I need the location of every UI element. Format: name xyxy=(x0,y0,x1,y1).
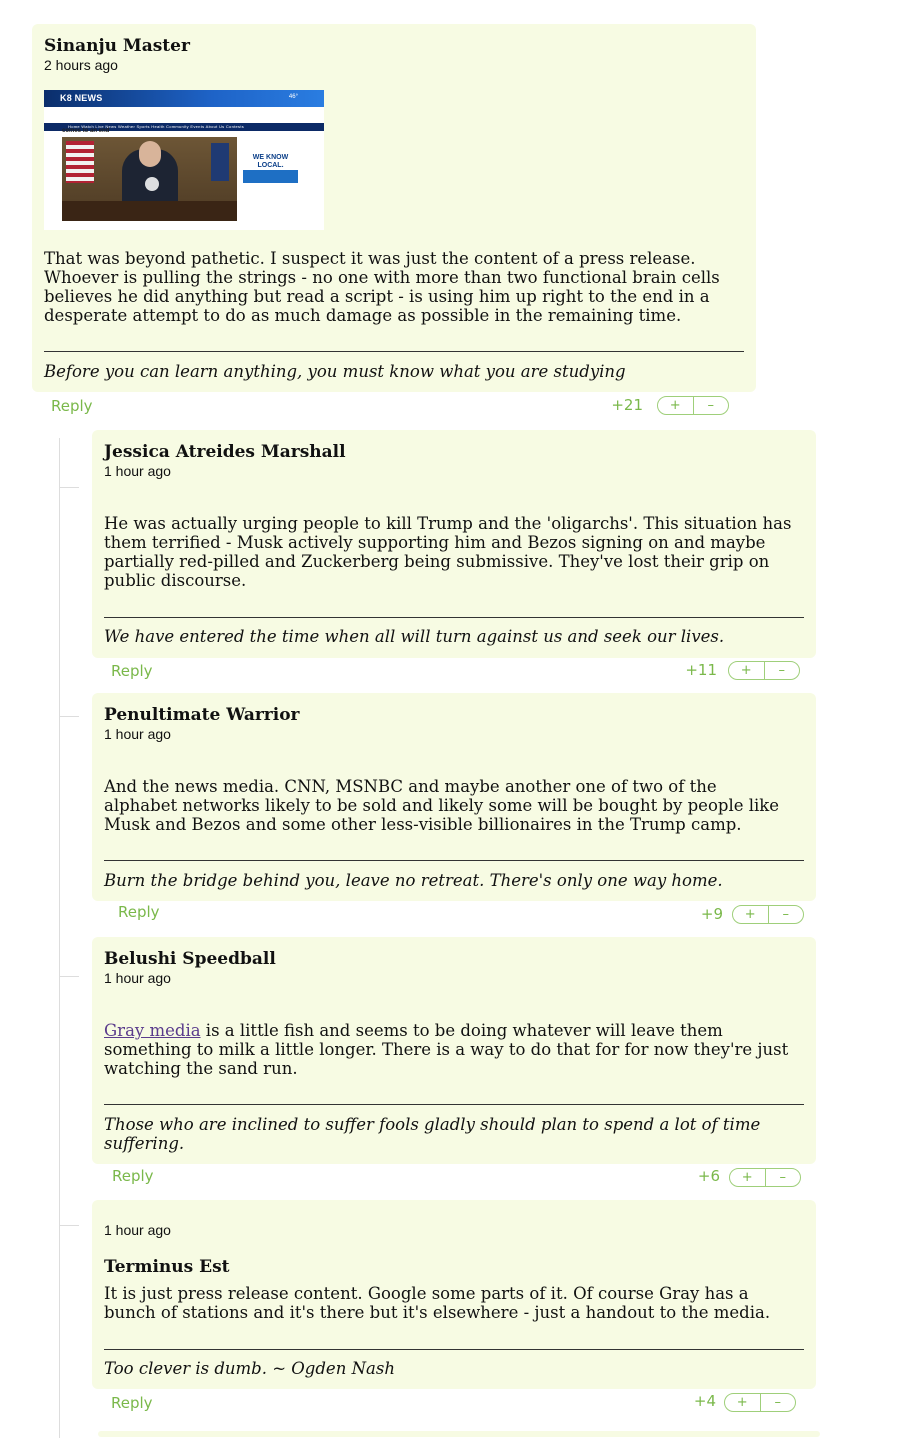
thread-connector xyxy=(59,976,79,977)
comment-signature: Too clever is dumb. ~ Ogden Nash xyxy=(104,1359,395,1378)
comment-body: That was beyond pathetic. I suspect it was just the content of a press release. Whoever is pulling the strings - no one with more than two functional brain cells believes he did anything but read a script - is using him up right to the end in a desperate attempt to do as much damage as possible in the remaining time. xyxy=(44,249,720,325)
comment-body: It is just press release content. Google some parts of it. Of course Gray has a bunch of stations and it's there but it's elsewhere - just a handout to the media. xyxy=(104,1284,771,1322)
upvote-button[interactable]: + xyxy=(744,907,756,922)
comment-body: And the news media. CNN, MSNBC and maybe another one of two of the alphabet networks likely to be sold and likely some will be bought by people like Musk and Bezos and some other less-visible billionaires in the Trump camp. xyxy=(104,777,780,834)
comment-author[interactable]: Jessica Atreides Marshall xyxy=(104,442,346,462)
vote-score: +4 xyxy=(693,1392,716,1410)
comment-timestamp[interactable]: 2 hours ago xyxy=(44,57,118,73)
news-headline: comes to an end xyxy=(62,128,110,134)
comment-body-text: is a little fish and seems to be doing whatever will leave them something to milk a little longer. There is a way to do that for for now they're just watching the sand run. xyxy=(104,1021,789,1078)
reply-button[interactable]: Reply xyxy=(51,397,93,415)
downvote-button[interactable]: – xyxy=(764,662,800,679)
comment-signature: Burn the bridge behind you, leave no retreat. There's only one way home. xyxy=(104,871,723,890)
vote-score: +11 xyxy=(685,661,717,679)
thread-connector xyxy=(59,487,79,488)
signature-divider xyxy=(104,860,804,861)
comment-signature: We have entered the time when all will turn against us and seek our lives. xyxy=(104,627,725,646)
comment-body xyxy=(104,1021,796,1078)
upvote-button[interactable]: + xyxy=(736,1395,748,1410)
video-player[interactable] xyxy=(62,137,237,221)
speaker-face xyxy=(139,141,161,167)
desk-image xyxy=(62,201,237,221)
signature-divider xyxy=(104,617,804,618)
thread-connector xyxy=(59,716,79,717)
ad-bar xyxy=(243,170,298,183)
vote-buttons xyxy=(724,1393,796,1412)
comment-signature: Those who are inclined to suffer fools gladly should plan to spend a lot of time suffering. xyxy=(104,1115,761,1153)
signature-divider xyxy=(44,351,744,352)
flag-image xyxy=(66,141,94,183)
play-icon[interactable] xyxy=(145,177,159,191)
signature-divider xyxy=(104,1104,804,1105)
comment-timestamp[interactable]: 1 hour ago xyxy=(104,970,171,986)
vote-buttons xyxy=(732,905,804,924)
downvote-button[interactable]: – xyxy=(768,906,804,923)
flag-image xyxy=(211,143,229,181)
news-nav: Home Watch Live News Weather Sports Health Community Events About Us Contests xyxy=(68,124,245,129)
news-logo: K8 NEWS xyxy=(60,93,103,103)
comment-signature: Before you can learn anything, you must know what you are studying xyxy=(44,362,626,381)
comment-timestamp[interactable]: 1 hour ago xyxy=(104,1222,171,1238)
vote-buttons xyxy=(728,661,800,680)
comment-author[interactable]: Terminus Est xyxy=(104,1257,230,1277)
vote-buttons xyxy=(657,396,729,415)
gray-media-link[interactable]: Gray media xyxy=(104,1021,201,1040)
comment-author[interactable]: Sinanju Master xyxy=(44,36,190,56)
downvote-button[interactable]: – xyxy=(760,1394,796,1411)
downvote-button[interactable]: – xyxy=(765,1169,801,1186)
reply-button[interactable]: Reply xyxy=(118,903,160,921)
upvote-button[interactable]: + xyxy=(740,663,752,678)
thread-connector xyxy=(59,1225,79,1226)
embedded-news-thumbnail[interactable] xyxy=(44,90,324,230)
upvote-button[interactable]: + xyxy=(669,398,681,413)
ad-text: WE KNOW LOCAL. xyxy=(252,154,289,169)
upvote-button[interactable]: + xyxy=(741,1170,753,1185)
comment-author[interactable]: Belushi Speedball xyxy=(104,949,276,969)
comment-body: He was actually urging people to kill Trump and the 'oligarchs'. This situation has them terrified - Musk actively supporting him and Bezos signing on and maybe partially red-pilled and Zuckerberg being submissive. They've lost their grip on public discourse. xyxy=(104,514,792,590)
comment-author[interactable]: Penultimate Warrior xyxy=(104,705,300,725)
signature-divider xyxy=(104,1349,804,1350)
vote-score: +9 xyxy=(700,905,723,923)
comment-timestamp[interactable]: 1 hour ago xyxy=(104,726,171,742)
vote-score: +21 xyxy=(611,396,643,414)
vote-buttons xyxy=(729,1168,801,1187)
thread-line xyxy=(59,438,60,1438)
downvote-button[interactable]: – xyxy=(693,397,729,414)
vote-score: +6 xyxy=(697,1167,720,1185)
weather-readout: 46° xyxy=(288,94,298,100)
reply-button[interactable]: Reply xyxy=(111,1394,153,1412)
comment-card-partial xyxy=(98,1431,820,1437)
comment-timestamp[interactable]: 1 hour ago xyxy=(104,463,171,479)
reply-button[interactable]: Reply xyxy=(112,1167,154,1185)
reply-button[interactable]: Reply xyxy=(111,662,153,680)
